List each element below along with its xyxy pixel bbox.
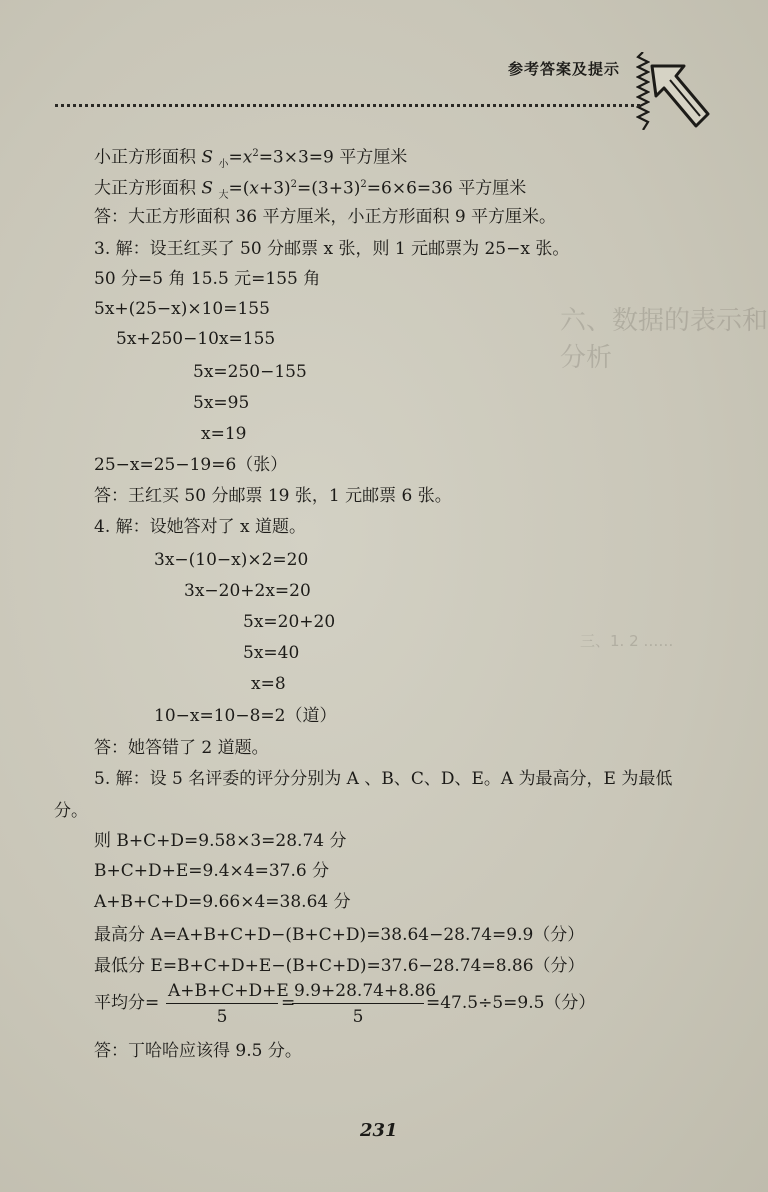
zigzag-divider-icon: [636, 52, 650, 130]
text-line: 50 分=5 角 15.5 元=155 角: [94, 269, 321, 289]
equals-sign: =: [281, 993, 296, 1013]
text-line: 3x−20+2x=20: [184, 581, 311, 601]
text-line: 5x+250−10x=155: [116, 329, 276, 349]
text-line: 最低分 E=B+C+D+E−(B+C+D)=37.6−28.74=8.86（分）: [94, 956, 585, 976]
average-prefix: 平均分=: [94, 993, 160, 1013]
text-line: 10−x=10−8=2（道）: [154, 706, 337, 726]
text-line: 3. 解：设王红买了 50 分邮票 x 张，则 1 元邮票为 25−x 张。: [94, 239, 570, 259]
text-line: 4. 解：设她答对了 x 道题。: [94, 517, 307, 537]
text-line: B+C+D+E=9.4×4=37.6 分: [94, 861, 330, 881]
text-line: 5. 解：设 5 名评委的评分分别为 A 、B、C、D、E。A 为最高分，E 为最低: [94, 769, 673, 789]
text-line: 5x=20+20: [243, 612, 336, 632]
text-line: 5x=250−155: [193, 362, 307, 382]
text-line: 小正方形面积 S $_小=x^2=3\times 3=9$ 平方厘米: [94, 147, 408, 171]
text-line: 3x−(10−x)×2=20: [154, 550, 309, 570]
text-line: 5x=95: [193, 393, 250, 413]
text-line: x=19: [201, 424, 247, 444]
page-number: 231: [360, 1120, 398, 1141]
arrow-icon: [650, 62, 712, 130]
text-line: 答：她答错了 2 道题。: [94, 738, 269, 758]
fraction-numerator: 9.9+28.74+8.86: [292, 980, 424, 1004]
text-line: 答：王红买 50 分邮票 19 张，1 元邮票 6 张。: [94, 486, 452, 506]
text-line: x=8: [251, 674, 286, 694]
fraction-numerator: A+B+C+D+E: [166, 980, 278, 1004]
page: 六、数据的表示和分析 三、1. 2 …… 参考答案及提示 小正方形面积 S $_小=x^2=3\times 3=9$ 平方厘米 大正方形面积 S $_大=(x+3)^2=(3+3)^2=6\times 6=36$ 平方厘米 答：大正方形面积 36 平方厘米，小正方形面积 9 平方厘米。 3. 解：设王红买了 50 分邮票 x 张，则 1 元邮票为 25−x 张。 50 分=5 角 15.5 元=155 角 5x+(25−x)×10=155 5x+250−10x=155 5x=250−155 5x=95 x=19 25−x=25−19=6（张） 答：王红买 50 分邮票 19 张，1 元邮票 6 张。 4. 解：设她答对了 x 道题。 3x−(10−x)×2=20 3x−20+2x=20 5x=20+20 5x=40 x=8 10−x=10−8=2（道） 答：她答错了 2 道题。 5. 解：设 5 名评委的评分分别为 A 、B、C、D、E。A 为最高分，E 为最低 分。 则 B+C+D=9.58×3=28.74 分 B+C+D+E=9.4×4=37.6 分 A+B+C+D=9.66×4=38.64 分 最高分 A=A+B+C+D−(B+C+D)=38.64−28.74=9.9（分） 最低分 E=B+C+D+E−(B+C+D)=37.6−28.74=8.86（分） 平均分= $\frac{A+B+C+D+E}{5}$ = $\frac{9.9+28.74+8.86}{5}$ =47.5÷5=9.5（分） 答：丁哈哈应该得 9.5 分。 231: [0, 0, 768, 1192]
text-line: A+B+C+D=9.66×4=38.64 分: [94, 892, 351, 912]
text-line: 大正方形面积 S $_大=(x+3)^2=(3+3)^2=6\times 6=36$ 平方厘米: [94, 178, 527, 202]
header-divider: [55, 104, 640, 107]
text-line: 答：丁哈哈应该得 9.5 分。: [94, 1041, 302, 1061]
fraction-denominator: 5: [216, 1007, 228, 1027]
text-line: 5x+(25−x)×10=155: [94, 299, 270, 319]
text-line: 则 B+C+D=9.58×3=28.74 分: [94, 831, 347, 851]
text-line: 答：大正方形面积 36 平方厘米，小正方形面积 9 平方厘米。: [94, 207, 557, 227]
text-line: 25−x=25−19=6（张）: [94, 455, 288, 475]
fraction-denominator: 5: [352, 1007, 364, 1027]
text-line: 最高分 A=A+B+C+D−(B+C+D)=38.64−28.74=9.9（分）: [94, 925, 585, 945]
header-title: 参考答案及提示: [508, 60, 621, 78]
text-line: 5x=40: [243, 643, 300, 663]
text-line: 分。: [54, 801, 88, 821]
average-fraction-symbolic: [166, 980, 289, 1028]
average-result: =47.5÷5=9.5（分）: [426, 993, 596, 1013]
average-fraction-numeric: [292, 980, 437, 1028]
